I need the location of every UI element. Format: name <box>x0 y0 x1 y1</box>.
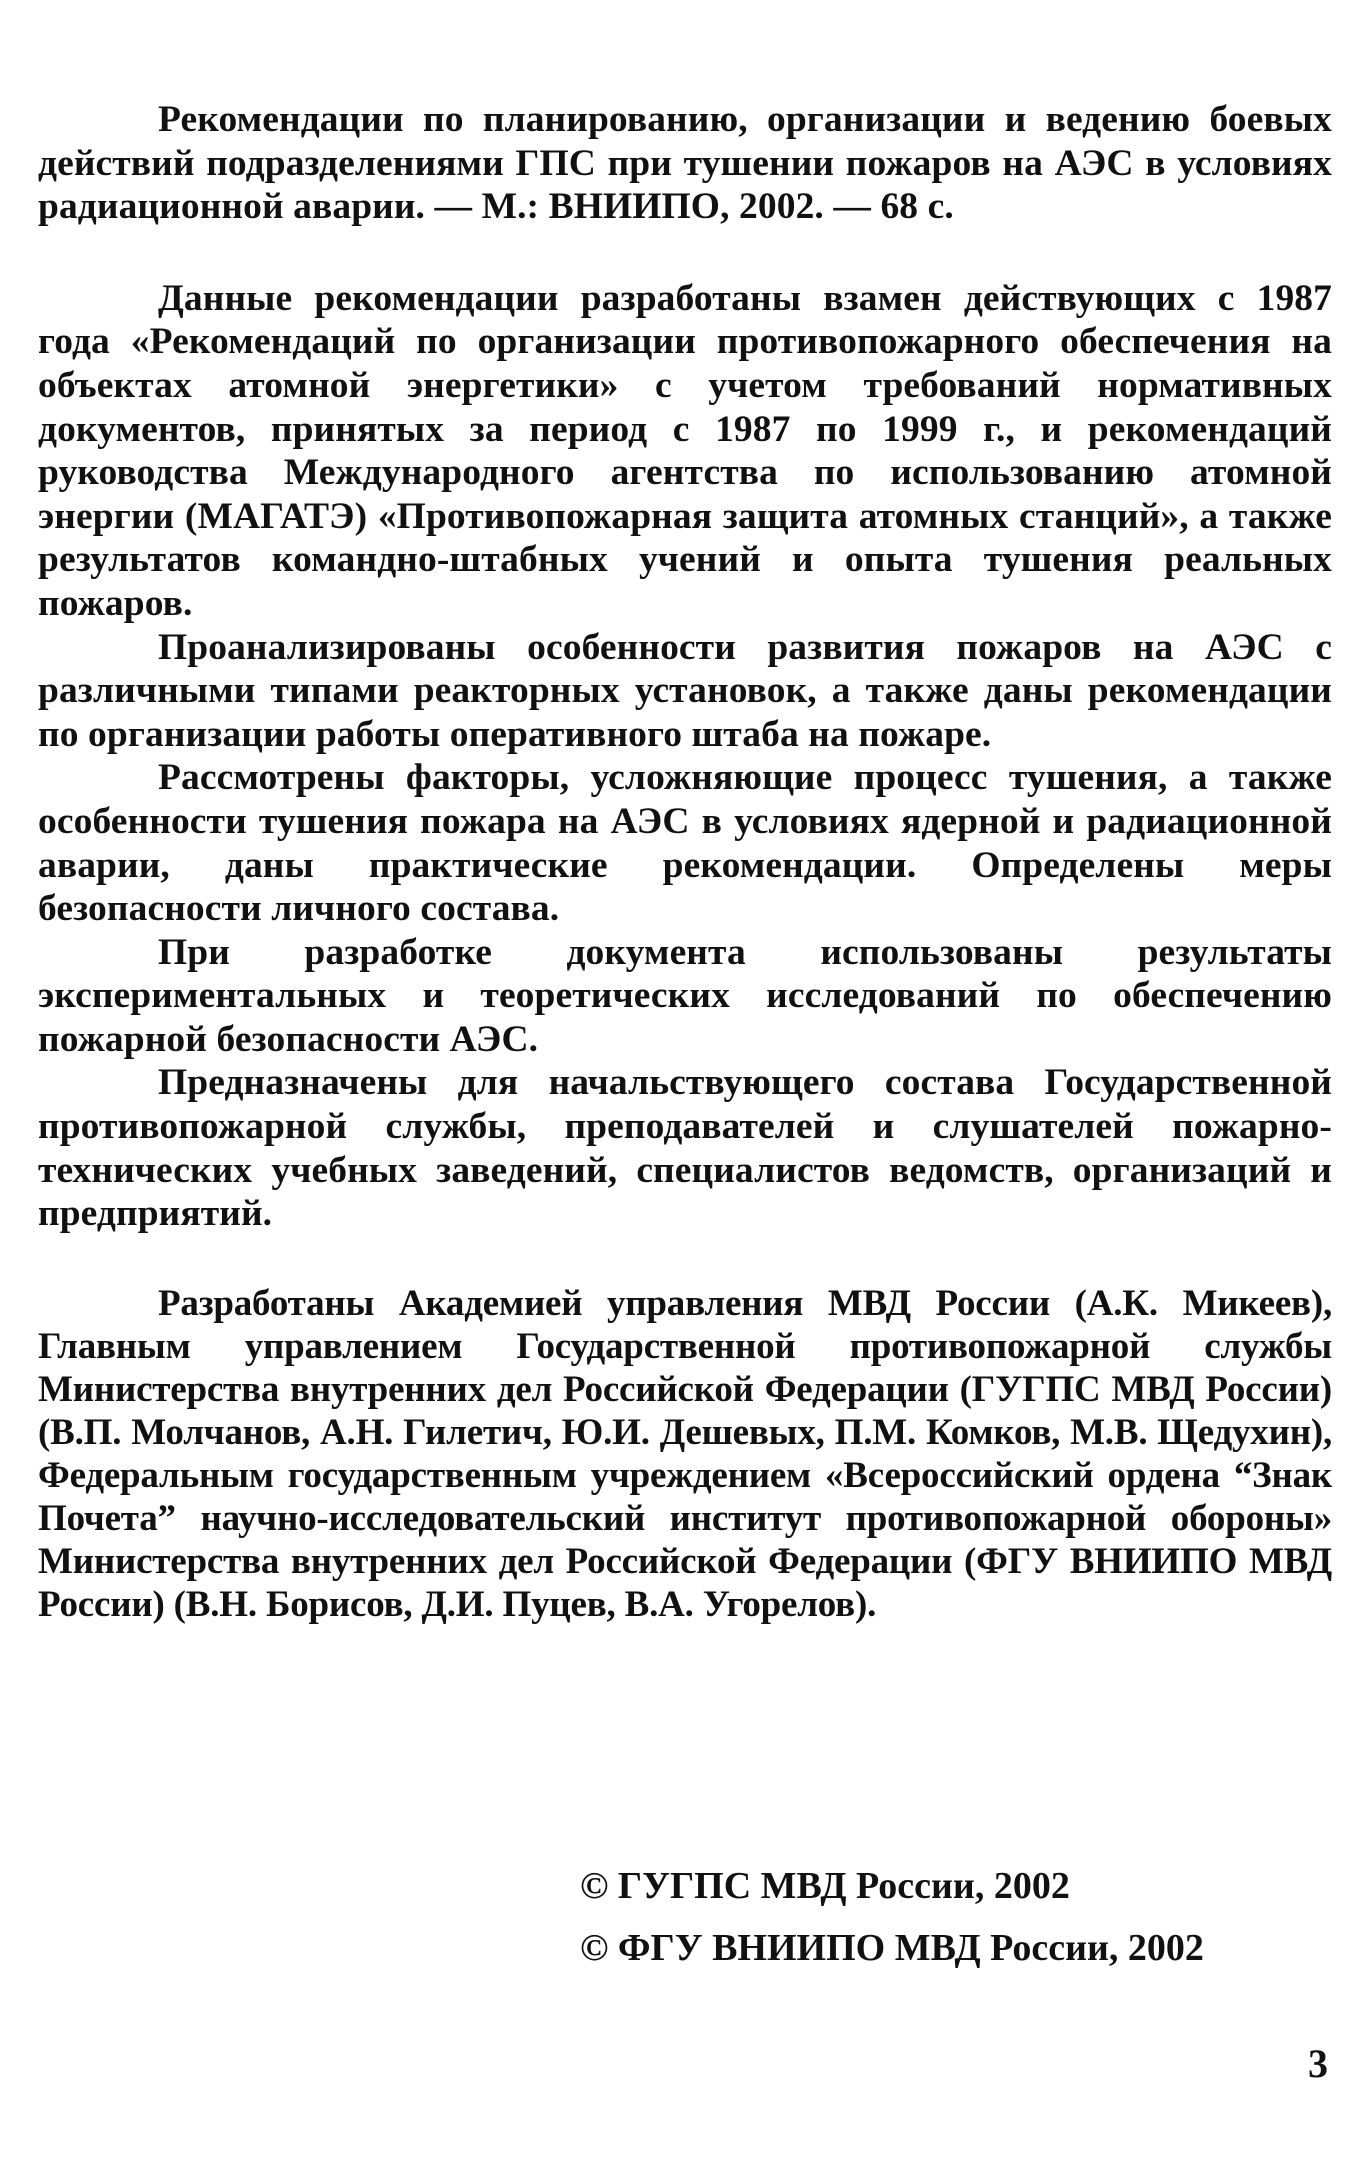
abstract-block <box>38 277 1332 1236</box>
page-content <box>38 98 1332 1626</box>
abstract-paragraph: При разработке документа использованы результаты экспериментальных и теоретических исследований по обеспечению пожарной безопасности АЭС. <box>38 931 1332 1060</box>
abstract-paragraph: Данные рекомендации разработаны взамен действующих с 1987 года «Рекомендаций по организации противопожарного обеспечения на объектах атомной энергетики» с учетом требований нормативных документов, принятых за период с 1987 по 1999 г., и рекомендаций руководства Международного агентства по использованию атомной энергии (МАГАТЭ) «Противопожарная защита атомных станций», а также результатов командно-штабных учений и опыта тушения реальных пожаров. <box>38 277 1332 624</box>
abstract-paragraph: Проанализированы особенности развития пожаров на АЭС с различными типами реакторных установок, а также даны рекомендации по организации работы оперативного штаба на пожаре. <box>38 626 1332 755</box>
bibliographic-citation-block <box>38 98 1332 229</box>
abstract-paragraph: Рассмотрены факторы, усложняющие процесс тушения, а также особенности тушения пожара на АЭС в условиях ядерной и радиационной аварии, даны практические рекомендации. Определены меры безопасности личного состава. <box>38 757 1332 930</box>
abstract-paragraph: Предназначены для начальствующего состава Государственной противопожарной службы, преподавателей и слушателей пожарно-технических учебных заведений, специалистов ведомств, организаций и предприятий. <box>38 1062 1332 1235</box>
copyright-block <box>580 1855 1204 1979</box>
developers-block <box>38 1282 1332 1626</box>
page-number: 3 <box>1308 2041 1328 2086</box>
copyright-line-vniipo: © ФГУ ВНИИПО МВД России, 2002 <box>580 1927 1204 1969</box>
copyright-line-gugps: © ГУГПС МВД России, 2002 <box>580 1865 1070 1907</box>
developers-paragraph: Разработаны Академией управления МВД России (А.К. Микеев), Главным управлением Государственной противопожарной службы Министерства внутренних дел Российской Федерации (ГУГПС МВД России) (В.П. Молчанов, А.Н. Гилетич, Ю.И. Дешевых, П.М. Комков, М.В. Щедухин), Федеральным государственным учреждением «Всероссийский ордена “Знак Почета” научно-исследовательский институт противопожарной обороны» Министерства внутренних дел Российской Федерации (ФГУ ВНИИПО МВД России) (В.Н. Борисов, Д.И. Пуцев, В.А. Угорелов). <box>38 1282 1332 1625</box>
bibliographic-citation: Рекомендации по планированию, организации и ведению боевых действий подразделениями ГПС при тушении пожаров на АЭС в условиях радиационной аварии. — М.: ВНИИПО, 2002. — 68 с. <box>38 99 1332 228</box>
